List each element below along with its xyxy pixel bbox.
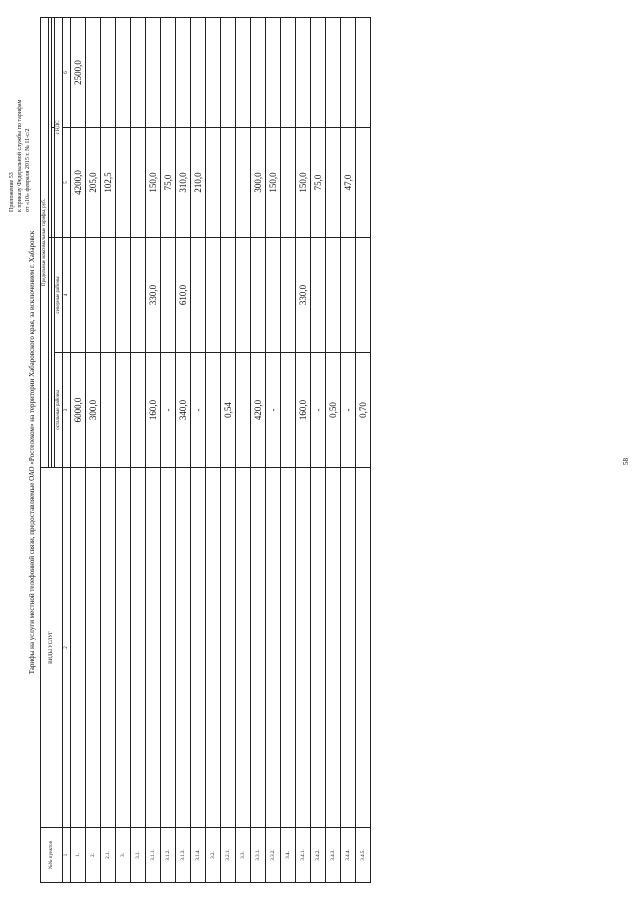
- row-tariff-col3: 0,50: [326, 353, 341, 468]
- row-tariff-col4: [131, 238, 146, 353]
- document-title: Тарифы на услуги местной телефонной связи, предоставляемые ОАО «Ростелеком» на территории Хабаровского края, за исключением г. Хабаровск: [28, 230, 36, 675]
- row-tariff-col6: [176, 18, 191, 128]
- row-tariff-col5: 205,0: [86, 128, 101, 238]
- row-tariff-col4: [86, 238, 101, 353]
- row-tariff-col5: [356, 128, 371, 238]
- row-tariff-col5: 75,0: [161, 128, 176, 238]
- footnote: [600, 18, 626, 883]
- row-tariff-col6: [101, 18, 116, 128]
- table-row: [131, 18, 146, 883]
- page-number: 58: [622, 458, 630, 465]
- row-tariff-col3: -: [311, 353, 326, 468]
- row-tariff-col6: [221, 18, 236, 128]
- row-tariff-col6: [281, 18, 296, 128]
- table-row: [71, 18, 86, 883]
- row-tariff-col3: [131, 353, 146, 468]
- row-number: 3.3.2.: [266, 828, 281, 883]
- row-service-text: [251, 468, 266, 828]
- row-tariff-col3: 160,0: [296, 353, 311, 468]
- row-tariff-col3: [116, 353, 131, 468]
- header-line-2: к приказу Федеральной службы по тарифам: [17, 99, 24, 212]
- col-index-3: 3: [63, 353, 71, 468]
- row-service-text: [341, 468, 356, 828]
- col-index-5: 5: [63, 128, 71, 238]
- table-row: [146, 18, 161, 883]
- row-tariff-col6: [191, 18, 206, 128]
- row-tariff-col5: 47,0: [341, 128, 356, 238]
- row-service-text: [116, 468, 131, 828]
- row-tariff-col3: [236, 353, 251, 468]
- table-row: [311, 18, 326, 883]
- row-tariff-col4: [221, 238, 236, 353]
- row-number: 3.2.1.: [221, 828, 236, 883]
- row-tariff-col5: [326, 128, 341, 238]
- row-tariff-col3: 0,70: [356, 353, 371, 468]
- row-service-text: [131, 468, 146, 828]
- row-tariff-col4: [326, 238, 341, 353]
- row-tariff-col6: [341, 18, 356, 128]
- row-tariff-col6: [356, 18, 371, 128]
- tariff-table: [40, 17, 371, 883]
- row-number: 3.4.2.: [311, 828, 326, 883]
- row-service-text: [101, 468, 116, 828]
- row-tariff-col5: 4200,0: [71, 128, 86, 238]
- table-row: [251, 18, 266, 883]
- row-tariff-col4: [191, 238, 206, 353]
- row-service-text: [146, 468, 161, 828]
- header-line-1: Приложение 53: [9, 172, 15, 212]
- row-tariff-col5: 310,0: [176, 128, 191, 238]
- col-with-vat: с НДС: [55, 18, 63, 238]
- row-service-text: [71, 468, 86, 828]
- row-service-text: [221, 468, 236, 828]
- row-tariff-col6: [206, 18, 221, 128]
- row-number: 1.: [71, 828, 86, 883]
- row-number: 3.2.: [206, 828, 221, 883]
- row-service-text: [281, 468, 296, 828]
- row-service-text: [266, 468, 281, 828]
- row-tariff-col5: 150,0: [266, 128, 281, 238]
- row-tariff-col3: -: [266, 353, 281, 468]
- table-row: [326, 18, 341, 883]
- row-number: 3.3.1.: [251, 828, 266, 883]
- row-tariff-col4: [281, 238, 296, 353]
- row-tariff-col3: -: [161, 353, 176, 468]
- row-number: 3.1.: [131, 828, 146, 883]
- table-row: [296, 18, 311, 883]
- row-number: 3.: [116, 828, 131, 883]
- row-service-text: [236, 468, 251, 828]
- table-row: [116, 18, 131, 883]
- col-index-4: 4: [63, 238, 71, 353]
- row-number: 3.4.4.: [341, 828, 356, 883]
- row-tariff-col5: 150,0: [146, 128, 161, 238]
- row-number: 3.4.1.: [296, 828, 311, 883]
- table-row: [191, 18, 206, 883]
- table-row: [236, 18, 251, 883]
- row-tariff-col4: [356, 238, 371, 353]
- table-row: [356, 18, 371, 883]
- row-number: 3.4.5.: [356, 828, 371, 883]
- col-services-header: ВИДЫ УСЛУГ: [41, 468, 63, 828]
- row-tariff-col4: [236, 238, 251, 353]
- row-number: 3.4.: [281, 828, 296, 883]
- row-tariff-col4: [116, 238, 131, 353]
- table-row: [266, 18, 281, 883]
- row-tariff-col3: -: [191, 353, 206, 468]
- row-tariff-col4: 330,0: [296, 238, 311, 353]
- row-service-text: [191, 468, 206, 828]
- table-row: [221, 18, 236, 883]
- col-northern-regions: северные районы: [55, 238, 63, 353]
- row-number: 2.1.: [101, 828, 116, 883]
- row-tariff-col5: [131, 128, 146, 238]
- row-tariff-col6: [236, 18, 251, 128]
- table-row: [341, 18, 356, 883]
- row-tariff-col6: [311, 18, 326, 128]
- row-tariff-col5: 102,5: [101, 128, 116, 238]
- row-tariff-col3: 300,0: [86, 353, 101, 468]
- row-service-text: [356, 468, 371, 828]
- row-tariff-col4: [341, 238, 356, 353]
- row-tariff-col5: 210,0: [191, 128, 206, 238]
- row-tariff-col3: 340,0: [176, 353, 191, 468]
- row-service-text: [206, 468, 221, 828]
- row-tariff-col3: 420,0: [251, 353, 266, 468]
- row-number: 3.1.4.: [191, 828, 206, 883]
- row-service-text: [161, 468, 176, 828]
- row-tariff-col5: [116, 128, 131, 238]
- table-row: [206, 18, 221, 883]
- row-tariff-col6: [86, 18, 101, 128]
- row-tariff-col5: 75,0: [311, 128, 326, 238]
- row-tariff-col3: 0,54: [221, 353, 236, 468]
- row-number: 2.: [86, 828, 101, 883]
- row-tariff-col5: 150,0: [296, 128, 311, 238]
- row-tariff-col3: [206, 353, 221, 468]
- table-row: [176, 18, 191, 883]
- row-tariff-col4: 610,0: [176, 238, 191, 353]
- table-row: [161, 18, 176, 883]
- table-row: [86, 18, 101, 883]
- row-tariff-col5: 300,0: [251, 128, 266, 238]
- col-index-1: 1: [63, 828, 71, 883]
- row-tariff-col6: [131, 18, 146, 128]
- col-number-header: №№ пунктов: [41, 828, 63, 883]
- row-tariff-col3: [101, 353, 116, 468]
- row-number: 3.1.2.: [161, 828, 176, 883]
- row-tariff-col6: [296, 18, 311, 128]
- col-other-regions: остальные районы: [55, 353, 63, 468]
- row-tariff-col6: [251, 18, 266, 128]
- row-tariff-col6: [146, 18, 161, 128]
- row-number: 3.3.: [236, 828, 251, 883]
- row-tariff-col6: [326, 18, 341, 128]
- row-tariff-col3: [281, 353, 296, 468]
- row-service-text: [326, 468, 341, 828]
- row-number: 3.4.3.: [326, 828, 341, 883]
- row-service-text: [311, 468, 326, 828]
- col-index-2: 2: [63, 468, 71, 828]
- row-service-text: [86, 468, 101, 828]
- row-service-text: [296, 468, 311, 828]
- row-tariff-col6: [266, 18, 281, 128]
- row-tariff-col4: [101, 238, 116, 353]
- row-tariff-col6: [116, 18, 131, 128]
- row-tariff-col3: 6000,0: [71, 353, 86, 468]
- row-tariff-col4: [206, 238, 221, 353]
- row-tariff-col4: [161, 238, 176, 353]
- row-tariff-col6: [161, 18, 176, 128]
- row-tariff-col3: 160,0: [146, 353, 161, 468]
- header-line-3: от «10» февраля 2015 г. № 11-с/2: [25, 128, 32, 212]
- row-tariff-col4: 330,0: [146, 238, 161, 353]
- col-tariffs-header: Предельные максимальные тарифы, руб.: [41, 18, 49, 468]
- row-service-text: [176, 468, 191, 828]
- row-tariff-col4: [251, 238, 266, 353]
- row-tariff-col5: [236, 128, 251, 238]
- row-tariff-col4: [311, 238, 326, 353]
- table-row: [101, 18, 116, 883]
- row-number: 3.1.3.: [176, 828, 191, 883]
- row-tariff-col5: [281, 128, 296, 238]
- row-tariff-col3: -: [341, 353, 356, 468]
- row-number: 3.1.1.: [146, 828, 161, 883]
- table-row: [281, 18, 296, 883]
- row-tariff-col5: [221, 128, 236, 238]
- row-tariff-col4: [71, 238, 86, 353]
- row-tariff-col5: [206, 128, 221, 238]
- row-tariff-col6: 2500,0: [71, 18, 86, 128]
- col-index-6: 6: [63, 18, 71, 128]
- row-tariff-col4: [266, 238, 281, 353]
